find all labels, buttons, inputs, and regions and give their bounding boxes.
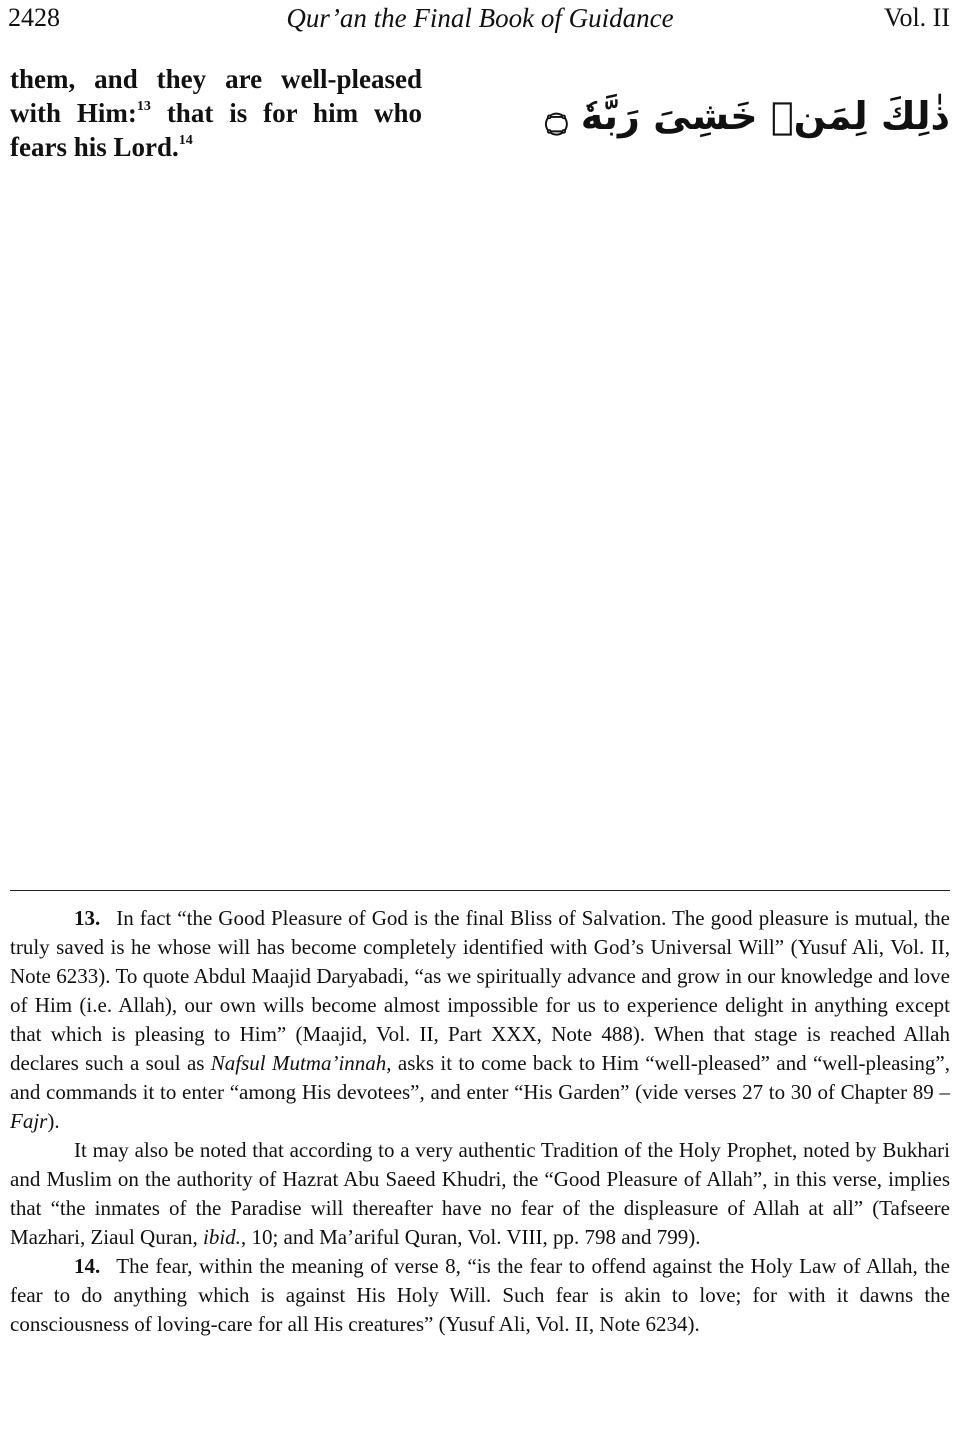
footnote-13-p2-text-b: 10; and Ma’ariful Quran, Vol. VIII, pp. 798 and 799). [246,1225,701,1249]
footnote-13-ibid: ibid., [203,1225,247,1249]
footnote-13-number: 13. [74,906,101,930]
footnote-13-text-c: ). [47,1109,60,1133]
footnote-13-paragraph-1 [10,904,950,1136]
page-header [0,0,960,40]
footnotes-section [10,904,950,1339]
footnote-divider [10,890,950,891]
footnote-14-number: 14. [74,1254,101,1278]
verse-line-3 [10,130,422,164]
verse-line-2-start: with Him: [10,98,137,128]
footnote-13-paragraph-2 [10,1136,950,1252]
footnote-ref-14: 14 [178,133,193,148]
volume-label: Vol. II [884,3,950,32]
footnote-ref-13: 13 [136,99,151,114]
verse-line-3-text: fears his Lord. [10,132,179,162]
verse-arabic-text: ﺫٰﻟِﻚَ ﻟِﻤَﻦۡ ﺧَﺸِﻰَ ﺭَﺑَّﻪٗ ۝ [545,94,950,138]
footnote-13-text-a: In fact “the Good Pleasure of God is the final Bliss of Salvation. The good pleasure is mutual, the truly saved is he whose will has become completely identified with God’s Universal Will” (Yusuf Ali, Vol. II, Note 6233). To quote Abdul Maajid Daryabadi, “as we spiritually advance and grow in our knowledge and love of Him (i.e. Allah), our own wills become almost impossible for us to experience delight in anything except that which is pleasing to Him” (Maajid, Vol. II, Part XXX, Note 488). When that stage is reached Allah declares such a soul as [10,906,950,1075]
page-number: 2428 [8,3,60,32]
footnote-13-text-b: asks it to come back to Him “well-pleased” and “well-pleasing”, and commands it to enter “among His devotees”, and enter “His Garden” (vide verses 27 to 30 of Chapter 89 – [10,1051,950,1104]
verse-line-2 [10,96,422,130]
verse-line-2-end: that is for him who [150,98,422,128]
verse-translation [10,62,422,164]
footnote-14-paragraph [10,1252,950,1339]
running-title: Qur’an the Final Book of Guidance [286,3,674,33]
footnote-14-text: The fear, within the meaning of verse 8, “is the fear to offend against the Holy Law of Allah, the fear to do anything which is against His Holy Will. Such fear is akin to love; for with it dawns the consciousness of loving-care for all His creatures” (Yusuf Ali, Vol. II, Note 6234). [10,1254,950,1336]
footnote-13-italic-term: Nafsul Mutma’innah, [210,1051,392,1075]
footnote-13-p2-text-a: It may also be noted that according to a very authentic Tradition of the Holy Prophet, noted by Bukhari and Muslim on the authority of Hazrat Abu Saeed Khudri, the “Good Pleasure of Allah”, in this verse, implies that “the inmates of the Paradise will thereafter have no fear of the displeasure of Allah at all” (Tafseere Mazhari, Ziaul Quran, [10,1138,950,1249]
footnote-13-surah-name: Fajr [10,1109,48,1133]
verse-line-1: them, and they are well-pleased [10,64,422,94]
